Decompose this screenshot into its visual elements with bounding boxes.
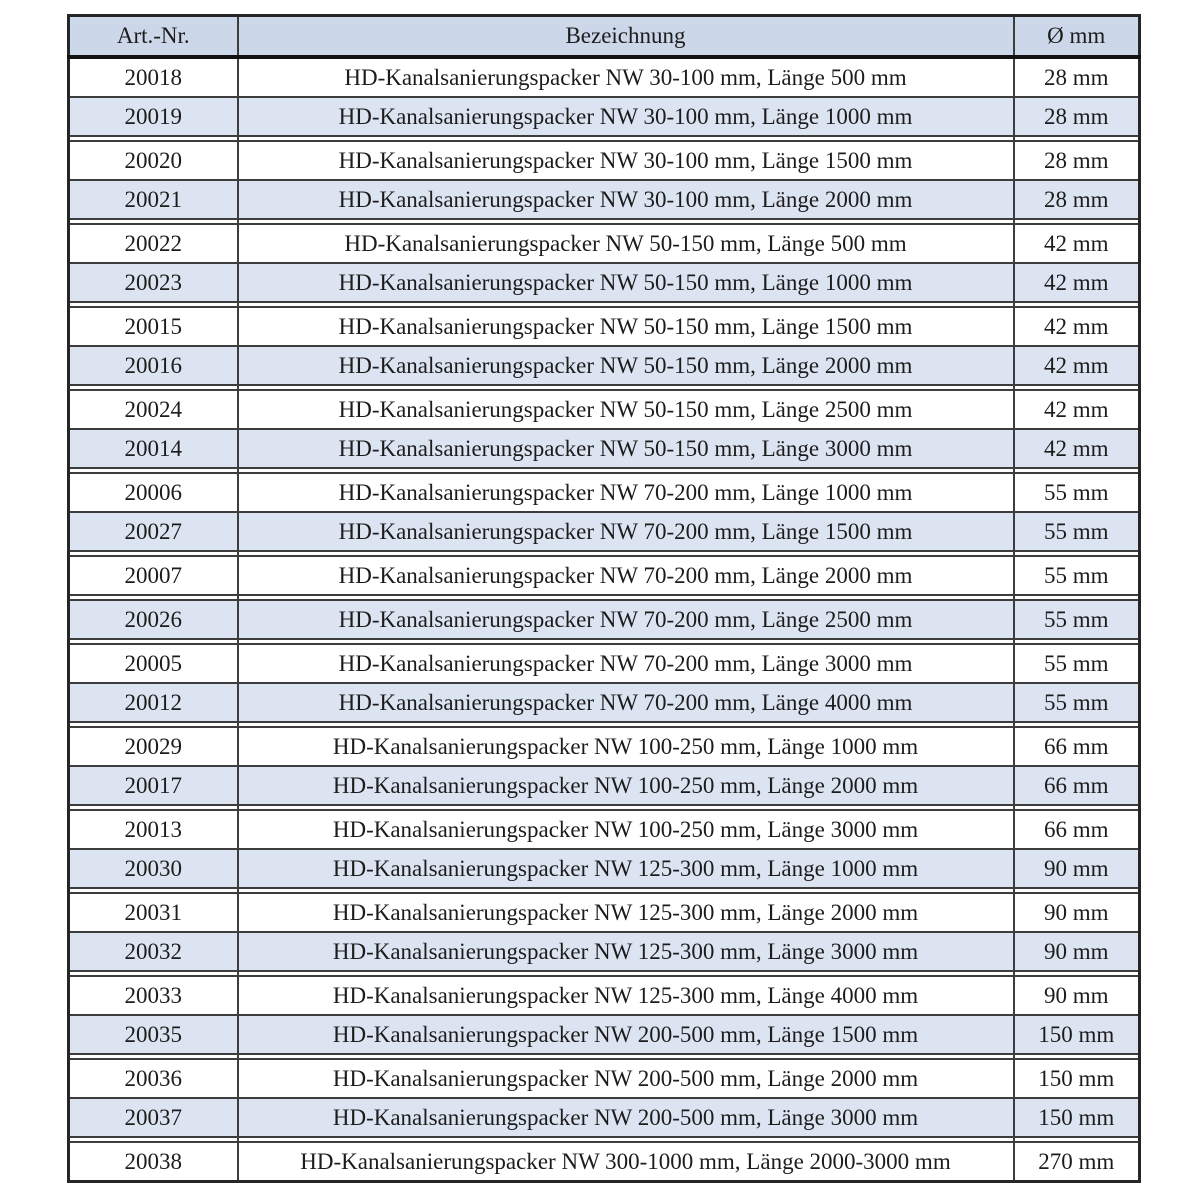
art-nr-cell: 20033 — [69, 976, 238, 1015]
table-row — [69, 810, 1140, 849]
table-row — [69, 644, 1140, 683]
bezeichnung-cell: HD-Kanalsanierungspacker NW 125-300 mm, Länge 3000 mm — [238, 932, 1014, 971]
durchmesser-cell: 28 mm — [1014, 141, 1140, 180]
bezeichnung-cell: HD-Kanalsanierungspacker NW 200-500 mm, Länge 1500 mm — [238, 1015, 1014, 1054]
durchmesser-cell: 42 mm — [1014, 390, 1140, 429]
table-row — [69, 893, 1140, 932]
table-header — [69, 16, 1140, 58]
column-header-bezeichnung: Bezeichnung — [238, 16, 1014, 58]
bezeichnung-cell: HD-Kanalsanierungspacker NW 125-300 mm, Länge 4000 mm — [238, 976, 1014, 1015]
table-row — [69, 141, 1140, 180]
durchmesser-cell: 90 mm — [1014, 932, 1140, 971]
art-nr-cell: 20005 — [69, 644, 238, 683]
table-row — [69, 932, 1140, 971]
table-row — [69, 512, 1140, 551]
bezeichnung-cell: HD-Kanalsanierungspacker NW 125-300 mm, Länge 2000 mm — [238, 893, 1014, 932]
art-nr-cell: 20007 — [69, 556, 238, 595]
durchmesser-cell: 66 mm — [1014, 766, 1140, 805]
art-nr-cell: 20036 — [69, 1059, 238, 1098]
bezeichnung-cell: HD-Kanalsanierungspacker NW 100-250 mm, Länge 1000 mm — [238, 727, 1014, 766]
table-row — [69, 429, 1140, 468]
table-row — [69, 390, 1140, 429]
durchmesser-cell: 55 mm — [1014, 556, 1140, 595]
table-row — [69, 263, 1140, 302]
bezeichnung-cell: HD-Kanalsanierungspacker NW 50-150 mm, Länge 500 mm — [238, 224, 1014, 263]
table-row — [69, 766, 1140, 805]
table-row — [69, 1098, 1140, 1137]
bezeichnung-cell: HD-Kanalsanierungspacker NW 300-1000 mm, Länge 2000-3000 mm — [238, 1142, 1014, 1182]
durchmesser-cell: 90 mm — [1014, 893, 1140, 932]
art-nr-cell: 20016 — [69, 346, 238, 385]
column-header-art-nr: Art.-Nr. — [69, 16, 238, 58]
table-body — [69, 57, 1140, 1182]
table-row — [69, 1142, 1140, 1182]
durchmesser-cell: 150 mm — [1014, 1098, 1140, 1137]
durchmesser-cell: 55 mm — [1014, 473, 1140, 512]
bezeichnung-cell: HD-Kanalsanierungspacker NW 50-150 mm, Länge 2500 mm — [238, 390, 1014, 429]
art-nr-cell: 20027 — [69, 512, 238, 551]
art-nr-cell: 20026 — [69, 600, 238, 639]
durchmesser-cell: 55 mm — [1014, 600, 1140, 639]
durchmesser-cell: 150 mm — [1014, 1015, 1140, 1054]
durchmesser-cell: 28 mm — [1014, 97, 1140, 136]
product-table — [67, 14, 1141, 1183]
table-row — [69, 473, 1140, 512]
bezeichnung-cell: HD-Kanalsanierungspacker NW 30-100 mm, Länge 500 mm — [238, 57, 1014, 97]
art-nr-cell: 20021 — [69, 180, 238, 219]
art-nr-cell: 20017 — [69, 766, 238, 805]
durchmesser-cell: 42 mm — [1014, 224, 1140, 263]
durchmesser-cell: 90 mm — [1014, 976, 1140, 1015]
art-nr-cell: 20032 — [69, 932, 238, 971]
bezeichnung-cell: HD-Kanalsanierungspacker NW 50-150 mm, Länge 1500 mm — [238, 307, 1014, 346]
bezeichnung-cell: HD-Kanalsanierungspacker NW 50-150 mm, Länge 2000 mm — [238, 346, 1014, 385]
table-row — [69, 57, 1140, 97]
durchmesser-cell: 150 mm — [1014, 1059, 1140, 1098]
durchmesser-cell: 55 mm — [1014, 512, 1140, 551]
table-row — [69, 683, 1140, 722]
art-nr-cell: 20038 — [69, 1142, 238, 1182]
table-row — [69, 976, 1140, 1015]
table-row — [69, 346, 1140, 385]
table-row — [69, 849, 1140, 888]
bezeichnung-cell: HD-Kanalsanierungspacker NW 100-250 mm, Länge 3000 mm — [238, 810, 1014, 849]
table-row — [69, 307, 1140, 346]
bezeichnung-cell: HD-Kanalsanierungspacker NW 70-200 mm, Länge 2000 mm — [238, 556, 1014, 595]
bezeichnung-cell: HD-Kanalsanierungspacker NW 70-200 mm, Länge 3000 mm — [238, 644, 1014, 683]
bezeichnung-cell: HD-Kanalsanierungspacker NW 70-200 mm, Länge 1500 mm — [238, 512, 1014, 551]
durchmesser-cell: 42 mm — [1014, 429, 1140, 468]
table-row — [69, 180, 1140, 219]
bezeichnung-cell: HD-Kanalsanierungspacker NW 200-500 mm, Länge 2000 mm — [238, 1059, 1014, 1098]
durchmesser-cell: 270 mm — [1014, 1142, 1140, 1182]
table-row — [69, 224, 1140, 263]
table-row — [69, 97, 1140, 136]
durchmesser-cell: 28 mm — [1014, 57, 1140, 97]
art-nr-cell: 20024 — [69, 390, 238, 429]
durchmesser-cell: 42 mm — [1014, 307, 1140, 346]
durchmesser-cell: 66 mm — [1014, 727, 1140, 766]
table-row — [69, 556, 1140, 595]
header-row — [69, 16, 1140, 58]
bezeichnung-cell: HD-Kanalsanierungspacker NW 50-150 mm, Länge 3000 mm — [238, 429, 1014, 468]
bezeichnung-cell: HD-Kanalsanierungspacker NW 30-100 mm, Länge 1500 mm — [238, 141, 1014, 180]
art-nr-cell: 20030 — [69, 849, 238, 888]
table-row — [69, 1059, 1140, 1098]
durchmesser-cell: 55 mm — [1014, 683, 1140, 722]
durchmesser-cell: 55 mm — [1014, 644, 1140, 683]
durchmesser-cell: 28 mm — [1014, 180, 1140, 219]
art-nr-cell: 20012 — [69, 683, 238, 722]
art-nr-cell: 20020 — [69, 141, 238, 180]
art-nr-cell: 20035 — [69, 1015, 238, 1054]
art-nr-cell: 20013 — [69, 810, 238, 849]
art-nr-cell: 20023 — [69, 263, 238, 302]
durchmesser-cell: 90 mm — [1014, 849, 1140, 888]
bezeichnung-cell: HD-Kanalsanierungspacker NW 125-300 mm, Länge 1000 mm — [238, 849, 1014, 888]
art-nr-cell: 20029 — [69, 727, 238, 766]
durchmesser-cell: 66 mm — [1014, 810, 1140, 849]
art-nr-cell: 20031 — [69, 893, 238, 932]
bezeichnung-cell: HD-Kanalsanierungspacker NW 100-250 mm, Länge 2000 mm — [238, 766, 1014, 805]
bezeichnung-cell: HD-Kanalsanierungspacker NW 30-100 mm, Länge 1000 mm — [238, 97, 1014, 136]
table-row — [69, 600, 1140, 639]
art-nr-cell: 20014 — [69, 429, 238, 468]
durchmesser-cell: 42 mm — [1014, 346, 1140, 385]
bezeichnung-cell: HD-Kanalsanierungspacker NW 70-200 mm, Länge 4000 mm — [238, 683, 1014, 722]
bezeichnung-cell: HD-Kanalsanierungspacker NW 200-500 mm, Länge 3000 mm — [238, 1098, 1014, 1137]
art-nr-cell: 20037 — [69, 1098, 238, 1137]
art-nr-cell: 20006 — [69, 473, 238, 512]
art-nr-cell: 20018 — [69, 57, 238, 97]
bezeichnung-cell: HD-Kanalsanierungspacker NW 70-200 mm, Länge 1000 mm — [238, 473, 1014, 512]
table-row — [69, 727, 1140, 766]
table-row — [69, 1015, 1140, 1054]
column-header-durchmesser: Ø mm — [1014, 16, 1140, 58]
art-nr-cell: 20019 — [69, 97, 238, 136]
art-nr-cell: 20022 — [69, 224, 238, 263]
bezeichnung-cell: HD-Kanalsanierungspacker NW 30-100 mm, Länge 2000 mm — [238, 180, 1014, 219]
bezeichnung-cell: HD-Kanalsanierungspacker NW 50-150 mm, Länge 1000 mm — [238, 263, 1014, 302]
durchmesser-cell: 42 mm — [1014, 263, 1140, 302]
art-nr-cell: 20015 — [69, 307, 238, 346]
bezeichnung-cell: HD-Kanalsanierungspacker NW 70-200 mm, Länge 2500 mm — [238, 600, 1014, 639]
